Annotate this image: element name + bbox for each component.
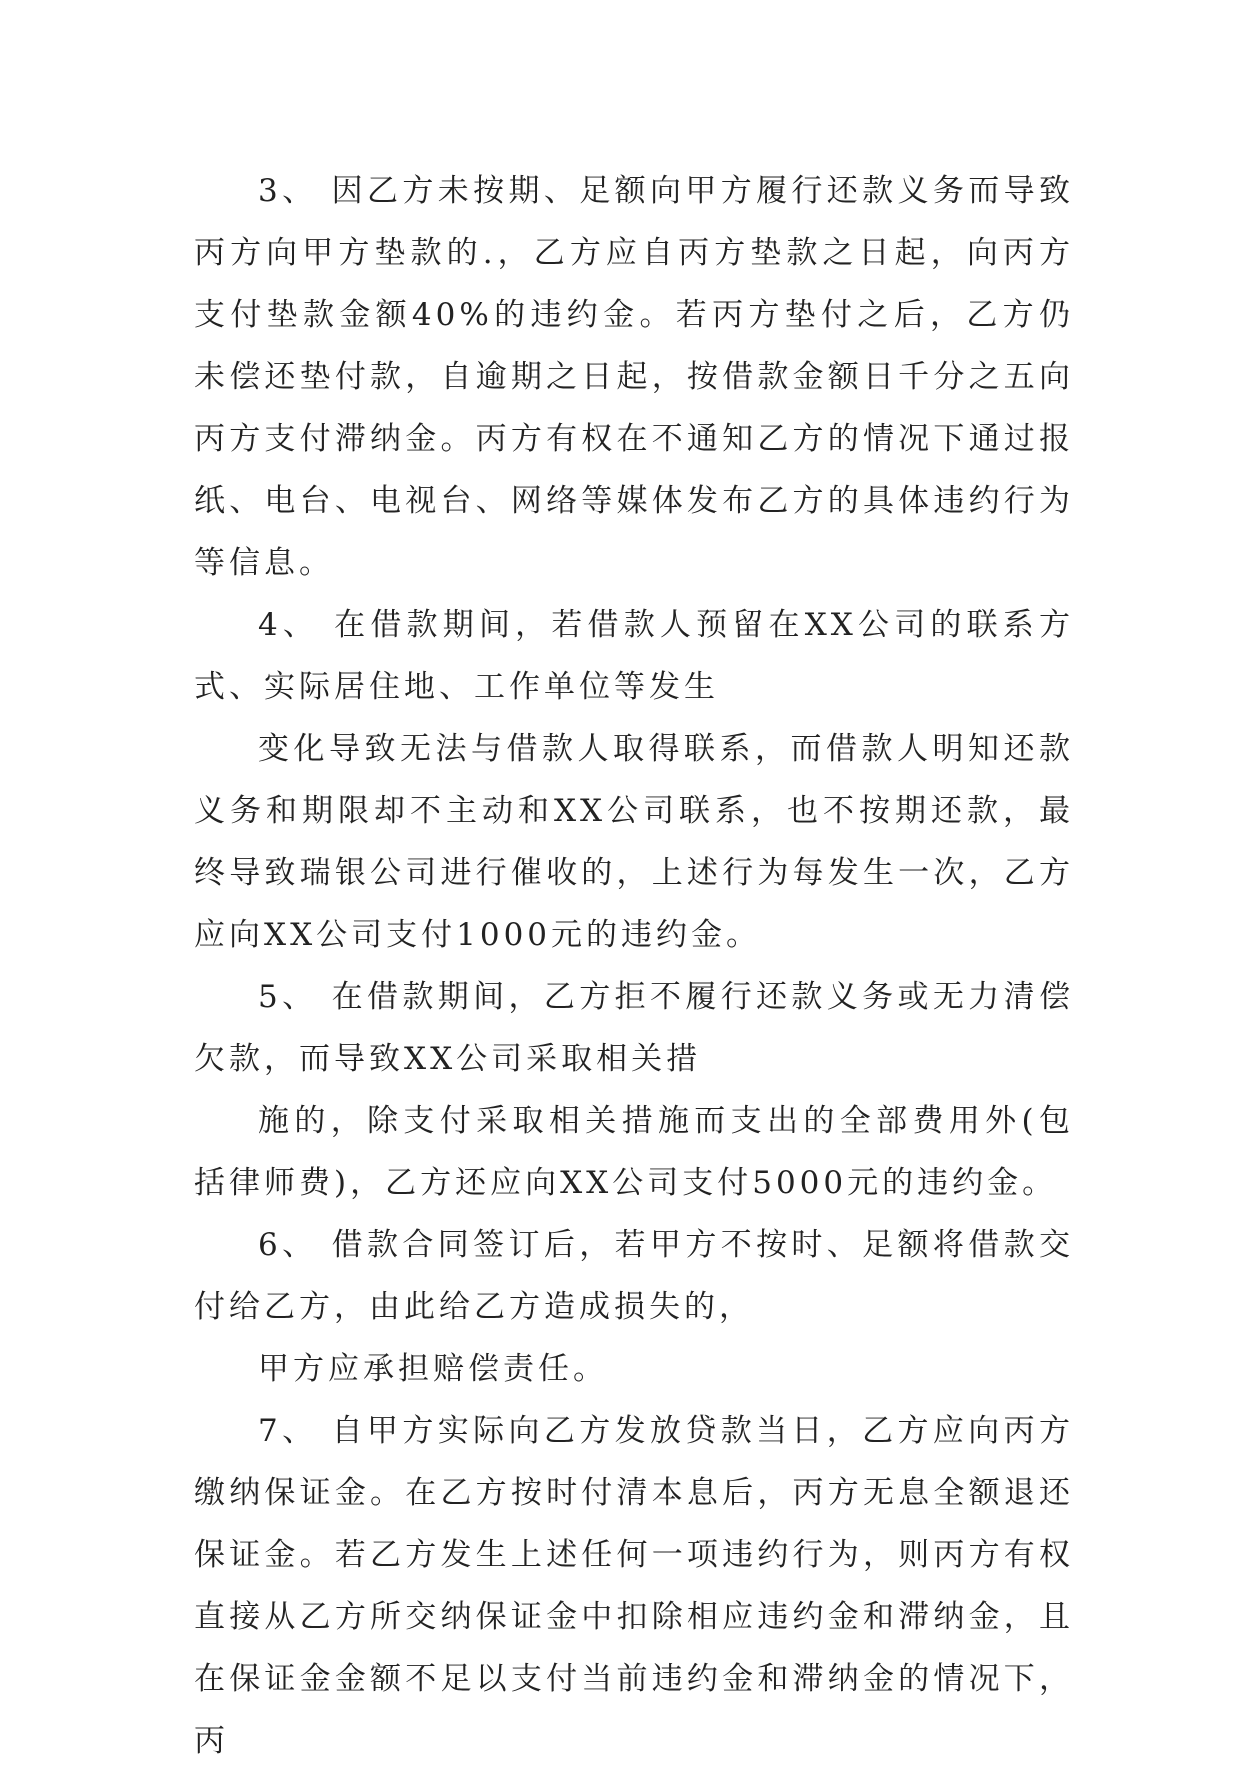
clause-7-paragraph: 7、 自甲方实际向乙方发放贷款当日，乙方应向丙方缴纳保证金。在乙方按时付清本息后，丙方无息全额退还保证金。若乙方发生上述任何一项违约行为，则丙方有权直接从乙方所交纳保证金中扣除相应违约金和滞纳金，且在保证金金额不足以支付当前违约金和滞纳金的情况下，丙	[194, 1413, 1074, 1759]
clause-5-paragraph: 5、 在借款期间，乙方拒不履行还款义务或无力清偿欠款，而导致XX公司采取相关措	[194, 979, 1074, 1077]
clause-6-paragraph: 6、 借款合同签订后，若甲方不按时、足额将借款交付给乙方，由此给乙方造成损失的，	[194, 1227, 1074, 1325]
document-body	[194, 160, 1074, 1772]
clause-3-paragraph: 3、 因乙方未按期、足额向甲方履行还款义务而导致丙方向甲方垫款的.，乙方应自丙方垫款之日起，向丙方支付垫款金额40%的违约金。若丙方垫付之后，乙方仍未偿还垫付款，自逾期之日起，按借款金额日千分之五向丙方支付滞纳金。丙方有权在不通知乙方的情况下通过报纸、电台、电视台、网络等媒体发布乙方的具体违约行为等信息。	[194, 173, 1074, 581]
clause-5-continuation-paragraph: 施的，除支付采取相关措施而支出的全部费用外(包括律师费)，乙方还应向XX公司支付5000元的违约金。	[194, 1103, 1074, 1201]
clause-4-paragraph: 4、 在借款期间，若借款人预留在XX公司的联系方式、实际居住地、工作单位等发生	[194, 607, 1074, 705]
clause-4-continuation-paragraph: 变化导致无法与借款人取得联系，而借款人明知还款义务和期限却不主动和XX公司联系，也不按期还款，最终导致瑞银公司进行催收的，上述行为每发生一次，乙方应向XX公司支付1000元的违约金。	[194, 731, 1074, 953]
clause-6-continuation-paragraph: 甲方应承担赔偿责任。	[258, 1351, 608, 1387]
